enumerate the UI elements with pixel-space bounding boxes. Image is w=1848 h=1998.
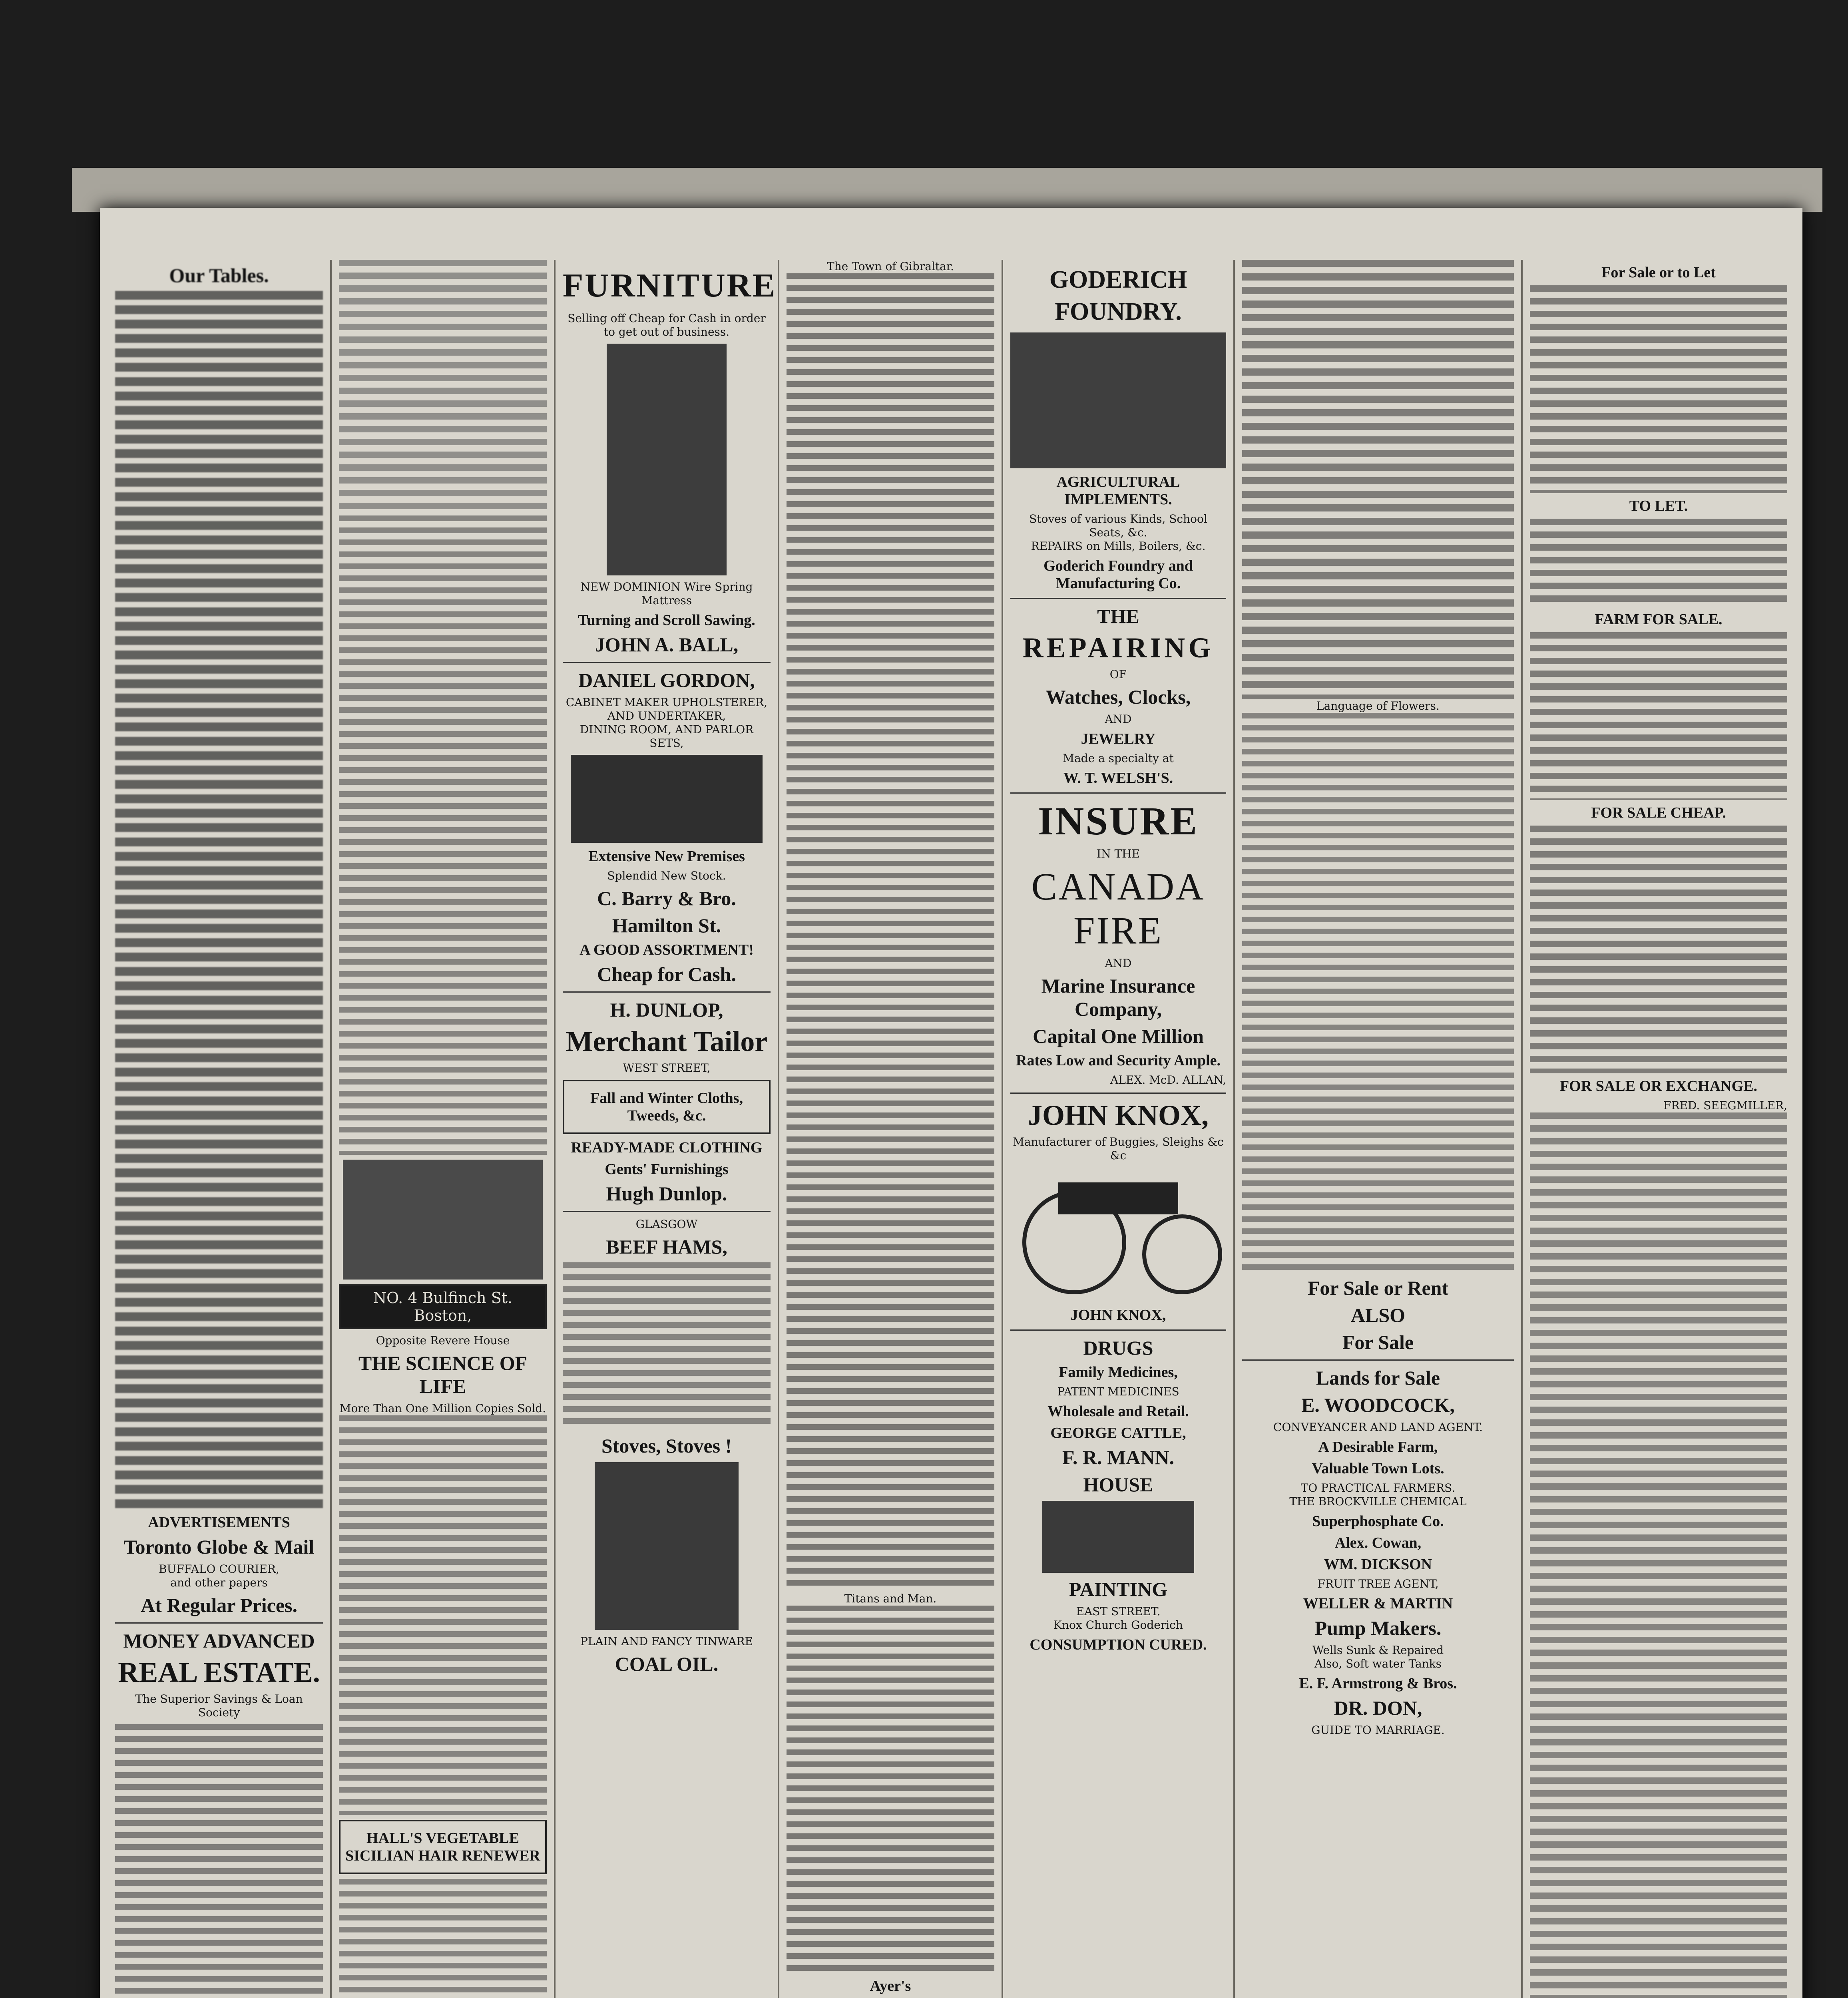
advertisements-heading: ADVERTISEMENTS — [148, 1514, 290, 1531]
jewelry-heading: JEWELRY — [1081, 730, 1156, 747]
capital-heading: Capital One Million — [1033, 1025, 1204, 1047]
consumption-heading: CONSUMPTION CURED. — [1030, 1636, 1207, 1653]
col3-rule-3 — [563, 1211, 771, 1212]
language-article — [1242, 713, 1514, 1272]
col7-block-2 — [1530, 519, 1787, 607]
col3-rule-2 — [563, 991, 771, 993]
drugs-heading: DRUGS — [1083, 1337, 1153, 1359]
real-estate-heading: REAL ESTATE. — [118, 1656, 320, 1688]
column-4 — [779, 260, 1003, 1998]
family-heading: Family Medicines, — [1059, 1364, 1178, 1381]
cattle-heading: GEORGE CATTLE, — [1050, 1425, 1186, 1441]
regular-prices-heading: At Regular Prices. — [140, 1594, 298, 1616]
watches-heading: Watches, Clocks, — [1045, 686, 1191, 708]
marine-heading: Marine Insurance Company, — [1041, 975, 1195, 1020]
col1-faded-text — [115, 291, 323, 1510]
stove-illustration — [595, 1462, 739, 1630]
address-banner — [339, 1284, 547, 1329]
language-title: Language of Flowers. — [1316, 699, 1440, 712]
tailor-heading: Merchant Tailor — [566, 1025, 768, 1057]
col5-rule-4 — [1010, 1329, 1226, 1331]
gibraltar-article — [787, 273, 994, 1592]
stoves-text: Stoves of various Kinds, School Seats, &c. — [1029, 512, 1207, 539]
insure-heading: INSURE — [1038, 799, 1199, 843]
titans-article — [787, 1606, 994, 1973]
gordon-heading: DANIEL GORDON, — [578, 669, 755, 691]
dunlop-heading: H. DUNLOP, — [610, 999, 723, 1021]
col5-rule-1 — [1010, 598, 1226, 599]
page-top-edge — [72, 168, 1822, 212]
column-5 — [1003, 260, 1235, 1998]
don-heading: DR. DON, — [1334, 1697, 1422, 1719]
lands-heading: Lands for Sale — [1316, 1367, 1440, 1389]
buggy-front-wheel — [1142, 1214, 1222, 1294]
repairing-heading: REPAIRING — [1022, 632, 1214, 664]
column-6 — [1235, 260, 1523, 1998]
woodcock-heading: E. WOODCOCK, — [1301, 1394, 1455, 1416]
ball-heading: JOHN A. BALL, — [595, 633, 739, 656]
ayers-heading: Ayer's — [870, 1978, 911, 1994]
money-heading: MONEY ADVANCED — [123, 1630, 315, 1652]
for-sale-rent-heading: For Sale or Rent — [1307, 1277, 1449, 1299]
desirable-heading: A Desirable Farm, — [1318, 1439, 1438, 1455]
rates-heading: Rates Low and Security Ample. — [1016, 1052, 1221, 1069]
knox-church-text: Knox Church Goderich — [1053, 1618, 1183, 1632]
also-heading: ALSO — [1350, 1304, 1406, 1326]
agricultural-heading: AGRICULTURAL IMPLEMENTS. — [1056, 474, 1180, 508]
column-1 — [108, 260, 332, 1998]
hamilton-heading: Hamilton St. — [612, 914, 721, 937]
wholesale-heading: Wholesale and Retail. — [1047, 1403, 1189, 1420]
col7-block-5 — [1530, 1112, 1787, 1998]
barry-heading: C. Barry & Bro. — [597, 887, 736, 909]
and-text: AND — [1105, 712, 1132, 726]
sale-rent-heading: For Sale or to Let — [1601, 264, 1716, 281]
fall-box — [563, 1080, 771, 1134]
glasgow-text: GLASGOW — [635, 1218, 698, 1231]
col7-block-4 — [1530, 826, 1787, 1073]
mann-heading: F. R. MANN. — [1062, 1446, 1175, 1469]
coal-oil-heading: COAL OIL. — [615, 1653, 719, 1675]
col7-block-3 — [1530, 632, 1787, 800]
col1-heading: Our Tables. — [169, 264, 269, 287]
pump-heading: Pump Makers. — [1314, 1617, 1442, 1639]
furniture-heading: FURNITURE — [563, 267, 777, 304]
tinware-text: PLAIN AND FANCY TINWARE — [580, 1635, 753, 1648]
foundry-illustration — [1010, 332, 1226, 468]
premises-heading: Extensive New Premises — [588, 848, 745, 865]
mattress-illustration — [607, 344, 727, 575]
column-2 — [332, 260, 556, 1998]
col3-hams-body — [563, 1262, 771, 1430]
allan-text: ALEX. McD. ALLAN, — [1110, 1073, 1226, 1087]
more-than-text: More Than One Million Copies Sold. — [339, 1402, 546, 1415]
dominion-text: NEW DOMINION Wire Spring Mattress — [580, 580, 753, 607]
globe-heading: Toronto Globe & Mail — [123, 1536, 315, 1558]
the-heading: THE — [1097, 605, 1139, 627]
armstrong-heading: E. F. Armstrong & Bros. — [1299, 1675, 1457, 1692]
of-text: OF — [1109, 668, 1127, 681]
tanks-text: Also, Soft water Tanks — [1314, 1657, 1442, 1670]
titans-title: Titans and Man. — [844, 1592, 937, 1605]
fruit-text: FRUIT TREE AGENT, — [1317, 1577, 1439, 1590]
buffalo-text: BUFFALO COURIER, — [159, 1562, 279, 1576]
knox2-heading: JOHN KNOX, — [1070, 1307, 1166, 1323]
marriage-text: GUIDE TO MARRIAGE. — [1311, 1723, 1445, 1737]
cheap-heading: FOR SALE CHEAP. — [1591, 804, 1726, 821]
skyline-illustration — [343, 1160, 543, 1280]
buggy-body — [1058, 1182, 1178, 1214]
brockville-text: THE BROCKVILLE CHEMICAL — [1289, 1495, 1467, 1508]
stock-text: Splendid New Stock. — [607, 869, 726, 882]
welsh-heading: W. T. WELSH'S. — [1063, 770, 1173, 786]
seegmiller-text: FRED. SEEGMILLER, — [1663, 1099, 1787, 1112]
coffin-illustration — [571, 755, 763, 843]
made-text: Made a specialty at — [1063, 752, 1174, 765]
goderich-co-heading: Goderich Foundry and Manufacturing Co. — [1043, 557, 1193, 592]
painting-heading: PAINTING — [1069, 1578, 1168, 1600]
painting-illustration — [1042, 1501, 1194, 1573]
cheap-text: Selling off Cheap for Cash in order to get out of business. — [568, 312, 766, 338]
cowan-heading: Alex. Cowan, — [1334, 1534, 1422, 1551]
col6-faded-top — [1242, 260, 1514, 699]
patent-text: PATENT MEDICINES — [1057, 1385, 1179, 1398]
superphosphate-heading: Superphosphate Co. — [1312, 1513, 1444, 1530]
col3-rule-1 — [563, 662, 771, 663]
and2-text: AND — [1105, 957, 1132, 970]
newspaper-page — [100, 208, 1802, 1998]
cheap-cash-heading: Cheap for Cash. — [597, 963, 736, 985]
col6-rule-1 — [1242, 1359, 1514, 1361]
assortment-heading: A GOOD ASSORTMENT! — [579, 941, 754, 958]
hams-heading: BEEF HAMS, — [606, 1236, 727, 1258]
gibraltar-title: The Town of Gibraltar. — [827, 260, 954, 273]
col2-text-block — [339, 515, 547, 1155]
hugh-heading: Hugh Dunlop. — [606, 1182, 727, 1205]
column-7 — [1523, 260, 1794, 1998]
halls-title: HALL'S VEGETABLE SICILIAN HAIR RENEWER — [345, 1830, 540, 1864]
east-text: EAST STREET. — [1076, 1605, 1161, 1618]
dickson-heading: WM. DICKSON — [1324, 1556, 1432, 1573]
farmers-text: TO PRACTICAL FARMERS. — [1300, 1481, 1456, 1495]
col1-rule — [115, 1622, 323, 1624]
house-heading: HOUSE — [1083, 1473, 1153, 1496]
fall-text: Fall and Winter Cloths, Tweeds, &c. — [590, 1090, 743, 1124]
repairs-text: REPAIRS on Mills, Boilers, &c. — [1031, 539, 1206, 553]
other-papers-text: and other papers — [170, 1576, 268, 1589]
col2-faded-top — [339, 260, 547, 515]
canada-heading: CANADA FIRE — [1031, 865, 1205, 952]
conveyancer-text: CONVEYANCER AND LAND AGENT. — [1273, 1421, 1483, 1434]
exchange-heading: FOR SALE OR EXCHANGE. — [1559, 1078, 1758, 1095]
opposite-text: Opposite Revere House — [376, 1334, 510, 1347]
town-lots-heading: Valuable Town Lots. — [1312, 1460, 1444, 1477]
gents-heading: Gents' Furnishings — [605, 1161, 729, 1178]
col7-block-1 — [1530, 285, 1787, 493]
foundry-heading: GODERICH FOUNDRY. — [1049, 266, 1187, 325]
turning-heading: Turning and Scroll Sawing. — [578, 612, 755, 629]
for-sale-heading: For Sale — [1342, 1331, 1414, 1353]
west-text: WEST STREET, — [623, 1061, 711, 1075]
in-the-text: IN THE — [1097, 847, 1140, 860]
col2-halls-body — [339, 1879, 547, 1998]
superior-society: The Superior Savings & Loan Society — [135, 1692, 303, 1719]
address-text: NO. 4 Bulfinch St. Boston, — [373, 1289, 513, 1324]
weller-heading: WELLER & MARTIN — [1303, 1595, 1453, 1612]
dining-text: DINING ROOM, AND PARLOR SETS, — [579, 723, 754, 750]
stoves-heading: Stoves, Stoves ! — [601, 1435, 732, 1457]
column-3 — [556, 260, 779, 1998]
wells-text: Wells Sunk & Repaired — [1312, 1644, 1444, 1657]
col5-rule-2 — [1010, 792, 1226, 794]
buggies-text: Manufacturer of Buggies, Sleighs &c &c — [1013, 1135, 1224, 1162]
knox-heading: JOHN KNOX, — [1028, 1099, 1209, 1131]
col1-list-block — [115, 1724, 323, 1998]
cabinet-text: CABINET MAKER UPHOLSTERER, AND UNDERTAKER, — [566, 696, 768, 722]
col5-rule-3 — [1010, 1093, 1226, 1094]
clothing-heading: READY-MADE CLOTHING — [571, 1139, 763, 1156]
halls-box — [339, 1820, 547, 1874]
buggy-illustration — [1010, 1166, 1226, 1302]
to-let-heading: TO LET. — [1629, 498, 1688, 514]
col2-science-body — [339, 1415, 547, 1815]
farm-sale-heading: FARM FOR SALE. — [1595, 611, 1723, 628]
science-heading: THE SCIENCE OF LIFE — [358, 1352, 528, 1397]
